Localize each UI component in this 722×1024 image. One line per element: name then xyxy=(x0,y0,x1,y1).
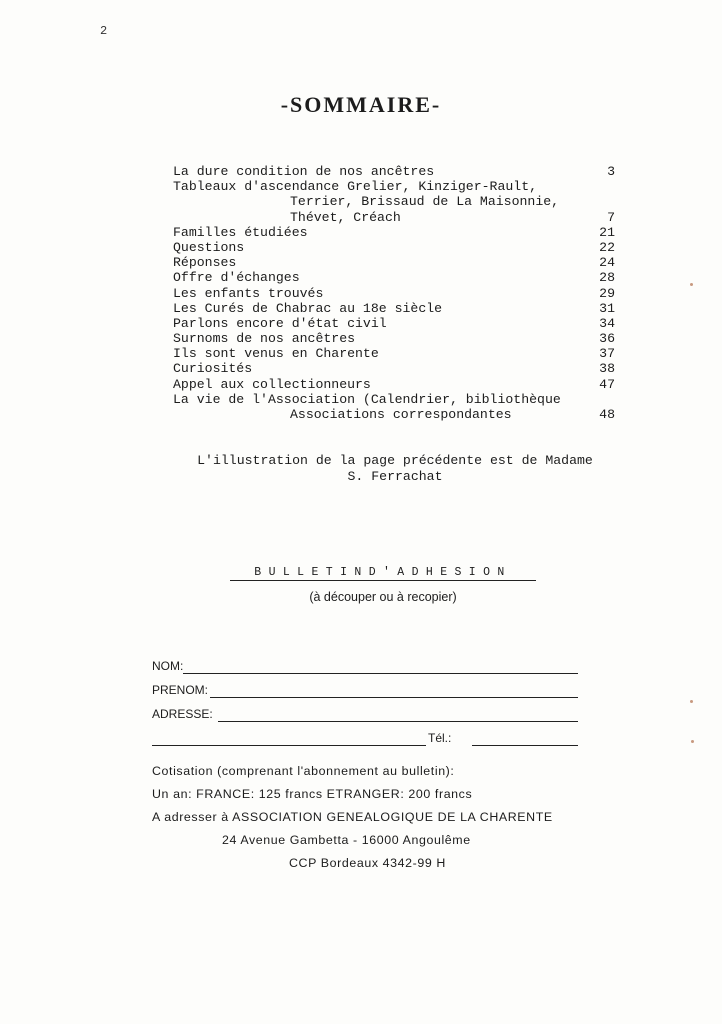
illustration-line: L'illustration de la page précédente est de Madame xyxy=(197,453,593,468)
toc-entry xyxy=(173,255,615,270)
toc-entry-page: 7 xyxy=(607,209,615,225)
toc-entry-page: 36 xyxy=(599,331,615,347)
toc-entry-title: Terrier, Brissaud de La Maisonnie, xyxy=(290,194,560,210)
toc-entry-title: Parlons encore d'état civil xyxy=(173,315,387,331)
toc-entry-page: 34 xyxy=(599,315,615,331)
toc-entry-page: 48 xyxy=(599,407,615,422)
toc-entry xyxy=(173,331,615,346)
paper-speck xyxy=(691,740,694,743)
tarifs-text: Un an: FRANCE: 125 francs ETRANGER: 200 francs xyxy=(152,787,473,801)
toc-entry-title: Les enfants trouvés xyxy=(173,285,324,301)
paper-speck xyxy=(690,283,693,286)
nom-line[interactable] xyxy=(183,673,578,674)
address-text: 24 Avenue Gambetta - 16000 Angoulême xyxy=(222,833,471,847)
toc-entry xyxy=(173,316,615,331)
toc-entry-title: Offre d'échanges xyxy=(173,270,300,286)
toc-entry-title: Familles étudiées xyxy=(173,224,308,240)
toc-entry-title: Les Curés de Chabrac au 18e siècle xyxy=(173,300,443,316)
toc-entry-page: 38 xyxy=(599,361,615,377)
toc-entry xyxy=(173,270,615,285)
toc-entry xyxy=(173,346,615,361)
toc-entry-page: 3 xyxy=(607,164,615,179)
toc-entry-title: Appel aux collectionneurs xyxy=(173,376,371,392)
bulletin-subtitle: (à découper ou à recopier) xyxy=(309,590,457,604)
toc-entry xyxy=(173,361,615,376)
address-line-2[interactable] xyxy=(152,745,426,746)
paper-speck xyxy=(690,700,693,703)
toc-entry-title: La vie de l'Association (Calendrier, bibliothèque xyxy=(173,391,561,407)
bulletin-title: BULLETIND'ADHESION xyxy=(230,566,536,581)
toc-entry xyxy=(173,210,615,225)
illustration-line: S. Ferrachat xyxy=(347,469,443,484)
toc-entry-title: Tableaux d'ascendance Grelier, Kinziger-Rault, xyxy=(173,179,538,195)
tel-field[interactable] xyxy=(152,732,578,748)
toc-entry-title: Questions xyxy=(173,239,245,255)
toc-entry xyxy=(173,392,615,407)
toc-entry xyxy=(173,407,615,422)
adresse-label: ADRESSE: xyxy=(152,707,213,721)
prenom-field[interactable] xyxy=(152,684,578,700)
toc-entry xyxy=(173,194,615,209)
toc-entry-title: Réponses xyxy=(173,255,237,271)
nom-label: NOM: xyxy=(152,659,184,673)
tel-label: Tél.: xyxy=(428,731,452,745)
toc-entry-title: Curiosités xyxy=(173,361,253,377)
adresse-field[interactable] xyxy=(152,708,578,724)
toc-entry-title: Surnoms de nos ancêtres xyxy=(173,331,356,347)
toc-entry-page: 21 xyxy=(599,224,615,240)
toc-entry xyxy=(173,225,615,240)
toc-entry-page: 31 xyxy=(599,300,615,316)
toc-entry xyxy=(173,240,615,255)
toc-entry-page: 24 xyxy=(599,255,615,271)
toc-entry-page: 28 xyxy=(599,270,615,286)
nom-field[interactable] xyxy=(152,660,578,676)
toc-entry xyxy=(173,164,615,179)
ccp-text: CCP Bordeaux 4342-99 H xyxy=(289,856,446,870)
page-title: -SOMMAIRE- xyxy=(280,92,442,117)
prenom-label: PRENOM: xyxy=(152,683,209,697)
tel-line[interactable] xyxy=(472,745,578,746)
toc-entry-title: Thévet, Créach xyxy=(290,209,401,225)
toc-entry xyxy=(173,286,615,301)
toc-entry xyxy=(173,179,615,194)
adresse-line[interactable] xyxy=(218,721,578,722)
table-of-contents xyxy=(173,164,615,422)
toc-entry-page: 37 xyxy=(599,346,615,362)
page-number: 2 xyxy=(100,24,108,38)
toc-entry-title: Ils sont venus en Charente xyxy=(173,346,379,362)
toc-entry-page: 29 xyxy=(599,285,615,301)
toc-entry-title: La dure condition de nos ancêtres xyxy=(173,164,435,179)
cotisation-text: Cotisation (comprenant l'abonnement au bulletin): xyxy=(152,764,455,778)
illustration-credit xyxy=(160,453,630,485)
prenom-line[interactable] xyxy=(210,697,578,698)
adresser-text: A adresser à ASSOCIATION GENEALOGIQUE DE LA CHARENTE xyxy=(152,810,553,824)
toc-entry-page: 47 xyxy=(599,376,615,392)
toc-entry-title: Associations correspondantes xyxy=(290,407,512,422)
toc-entry xyxy=(173,301,615,316)
toc-entry xyxy=(173,377,615,392)
toc-entry-page: 22 xyxy=(599,239,615,255)
